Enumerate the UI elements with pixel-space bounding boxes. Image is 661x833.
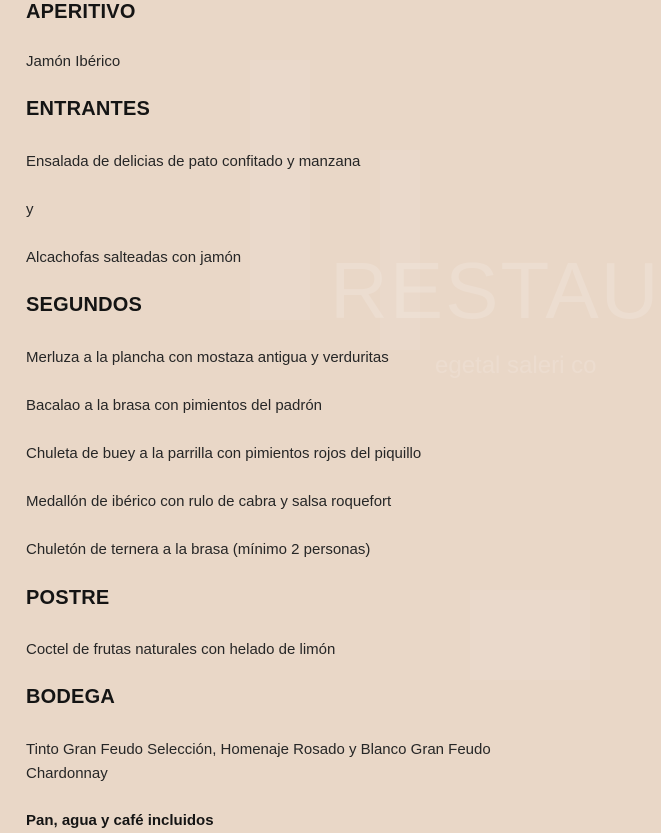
menu-item-text: Tinto Gran Feudo Selección, Homenaje Rosado y Blanco Gran Feudo Chardonnay <box>26 741 491 782</box>
menu-item-text: Alcachofas salteadas con jamón <box>26 249 242 266</box>
menu-item-text: Ensalada de delicias de pato confitado y manzana <box>26 153 361 170</box>
section-title: POSTRE <box>26 587 110 609</box>
menu-item <box>26 538 606 562</box>
menu-item-text: Coctel de frutas naturales con helado de limón <box>26 641 336 658</box>
menu-item <box>26 150 606 174</box>
menu-item <box>26 442 606 466</box>
menu-item-text: Merluza a la plancha con mostaza antigua y verduritas <box>26 349 389 366</box>
menu-item <box>26 394 606 418</box>
section-entrantes <box>26 98 606 121</box>
menu-item <box>26 50 606 74</box>
menu-item-text: y <box>26 201 34 218</box>
footer-note <box>26 812 606 829</box>
menu-item-text: Chuletón de ternera a la brasa (mínimo 2 personas) <box>26 541 371 558</box>
menu-item-text: Jamón Ibérico <box>26 53 121 70</box>
section-title: SEGUNDOS <box>26 294 143 316</box>
menu-item <box>26 346 606 370</box>
menu-item-text: Chuleta de buey a la parrilla con pimientos rojos del piquillo <box>26 445 422 462</box>
section-title: BODEGA <box>26 686 115 708</box>
menu-item <box>26 738 546 786</box>
menu-item <box>26 198 606 222</box>
section-title: ENTRANTES <box>26 98 151 120</box>
section-segundos <box>26 294 606 317</box>
section-bodega <box>26 686 606 709</box>
menu-item <box>26 490 606 514</box>
section-aperitivo <box>26 1 606 24</box>
section-title: APERITIVO <box>26 1 136 23</box>
background-watermark-text: RESTAU <box>330 246 661 335</box>
menu-item-text: Bacalao a la brasa con pimientos del padrón <box>26 397 323 414</box>
menu-item <box>26 246 606 270</box>
footer-note-text: Pan, agua y café incluidos <box>26 812 214 829</box>
section-postre <box>26 587 606 610</box>
background-subtext: egetal saleri co <box>435 352 597 379</box>
menu-item-text: Medallón de ibérico con rulo de cabra y salsa roquefort <box>26 493 392 510</box>
menu-item <box>26 638 606 662</box>
